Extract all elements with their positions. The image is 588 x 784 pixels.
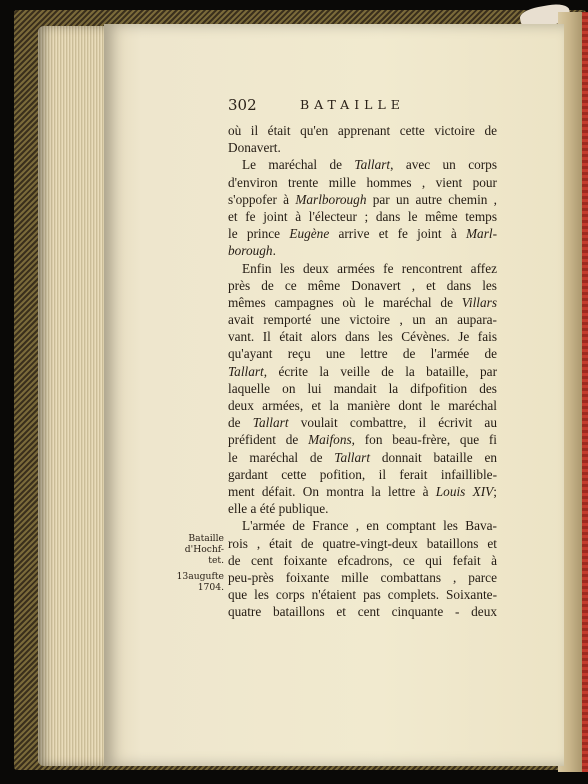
- text-run: , fon beau-frère, que fi: [351, 432, 497, 448]
- text-run: voulait combattre, il écrivit au: [288, 415, 497, 431]
- text-run: préfident de: [228, 432, 309, 448]
- italic-name: Marl-: [465, 226, 498, 242]
- text-run: et fe joint à l'électeur ; dans le même temps: [228, 208, 497, 224]
- text-line: [228, 225, 497, 242]
- text-run: peu-près foixante mille combattans , parce: [228, 569, 497, 585]
- text-run: rois , était de quatre-vingt-deux bataillons et: [228, 535, 497, 551]
- text-run: le prince: [228, 226, 290, 242]
- text-run: donnait bataille en: [370, 449, 497, 465]
- text-line: [228, 208, 497, 225]
- text-line: [228, 380, 497, 397]
- page-number: 302: [228, 96, 257, 114]
- margin-note-line: Bataille: [188, 533, 224, 544]
- italic-name: Tallart: [354, 157, 391, 173]
- text-run: mêmes campagnes où le maréchal de: [228, 294, 462, 310]
- running-title: BATAILLE: [300, 97, 405, 112]
- text-run: avait remporté une victoire , un an aupara-: [228, 312, 497, 328]
- text-run: arrive et fe joint à: [329, 226, 466, 242]
- italic-name: Marlborough: [295, 191, 367, 207]
- text-line: [228, 586, 497, 603]
- text-line: [228, 569, 497, 586]
- text-line: [228, 242, 497, 259]
- italic-name: Tallart: [228, 363, 264, 379]
- italic-name: Villars: [461, 294, 497, 310]
- text-run: vant. Il était alors dans les Cévènes. Je fais: [228, 329, 497, 345]
- text-run: près de ce même Donavert , et dans les: [228, 277, 497, 293]
- margin-note-line: tet.: [208, 555, 224, 566]
- text-line: [228, 603, 497, 620]
- text-line: [228, 483, 497, 500]
- italic-name: Maifons: [308, 432, 352, 448]
- text-run: qu'ayant reçu une lettre de l'armée de: [228, 346, 497, 362]
- text-line: [228, 345, 497, 362]
- margin-note-date: [172, 571, 224, 593]
- body-text: [228, 122, 497, 620]
- text-run: ment défait. On montra la lettre à: [228, 483, 436, 499]
- text-run: d'environ trente mille hommes , vient pour: [228, 174, 497, 190]
- text-line: [228, 517, 497, 534]
- text-line: [228, 277, 497, 294]
- text-run: le maréchal de: [228, 449, 335, 465]
- margin-note-line: d'Hochf-: [184, 544, 224, 555]
- italic-name: Tallart: [252, 415, 289, 431]
- italic-name: borough: [228, 243, 273, 259]
- text-run: Le maréchal de: [242, 157, 355, 173]
- text-run: par un autre chemin ,: [366, 191, 497, 207]
- text-run: .: [272, 243, 276, 259]
- text-run: , avec un corps: [390, 157, 497, 173]
- text-run: elle a été publique.: [228, 501, 329, 517]
- text-run: deux armées, et la manière dont le maréchal: [228, 398, 497, 413]
- text-line: [228, 260, 497, 277]
- text-line: [228, 311, 497, 328]
- margin-note-battle: [172, 533, 224, 566]
- text-line: [228, 122, 497, 139]
- page-stack-edge: [38, 26, 110, 766]
- text-run: laquelle on lui mandait la difpofition des: [228, 380, 497, 396]
- text-line: [228, 449, 497, 466]
- text-line: [228, 431, 497, 448]
- text-run: s'oppofer à: [228, 191, 296, 207]
- text-run: L'armée de France , en comptant les Bava-: [242, 518, 497, 534]
- text-line: [228, 328, 497, 345]
- text-run: quatre bataillons et cent cinquante - deux: [228, 604, 497, 620]
- text-line: [228, 174, 497, 191]
- text-line: [228, 191, 497, 208]
- text-run: que les corps n'étaient pas complets. Soixante-: [228, 587, 497, 603]
- text-line: [228, 414, 497, 431]
- text-line: [228, 139, 497, 156]
- text-line: [228, 466, 497, 483]
- italic-name: Louis XIV: [435, 483, 494, 499]
- italic-name: Tallart: [334, 449, 371, 465]
- margin-note-line: 1704.: [197, 582, 224, 593]
- text-run: de: [228, 415, 253, 431]
- text-line: [228, 363, 497, 380]
- text-line: [228, 294, 497, 311]
- text-line: [228, 535, 497, 552]
- text-line: [228, 500, 497, 517]
- text-run: où il était qu'en apprenant cette victoire de: [228, 123, 497, 138]
- text-run: Donavert.: [228, 140, 281, 156]
- text-run: ;: [493, 483, 497, 499]
- text-line: [228, 397, 497, 414]
- text-run: de cent foixante efcadrons, ce qui fefait à: [228, 552, 497, 568]
- text-run: , écrite la veille de la bataille, par: [263, 363, 497, 379]
- text-run: gardant cette pofition, il ferait infaillible-: [228, 466, 497, 482]
- red-edge: [582, 12, 588, 772]
- text-line: [228, 552, 497, 569]
- margin-note-line: 13augufte: [176, 571, 224, 582]
- text-line: [228, 156, 497, 173]
- text-run: Enfin les deux armées fe rencontrent affez: [242, 260, 497, 276]
- italic-name: Eugène: [289, 226, 330, 242]
